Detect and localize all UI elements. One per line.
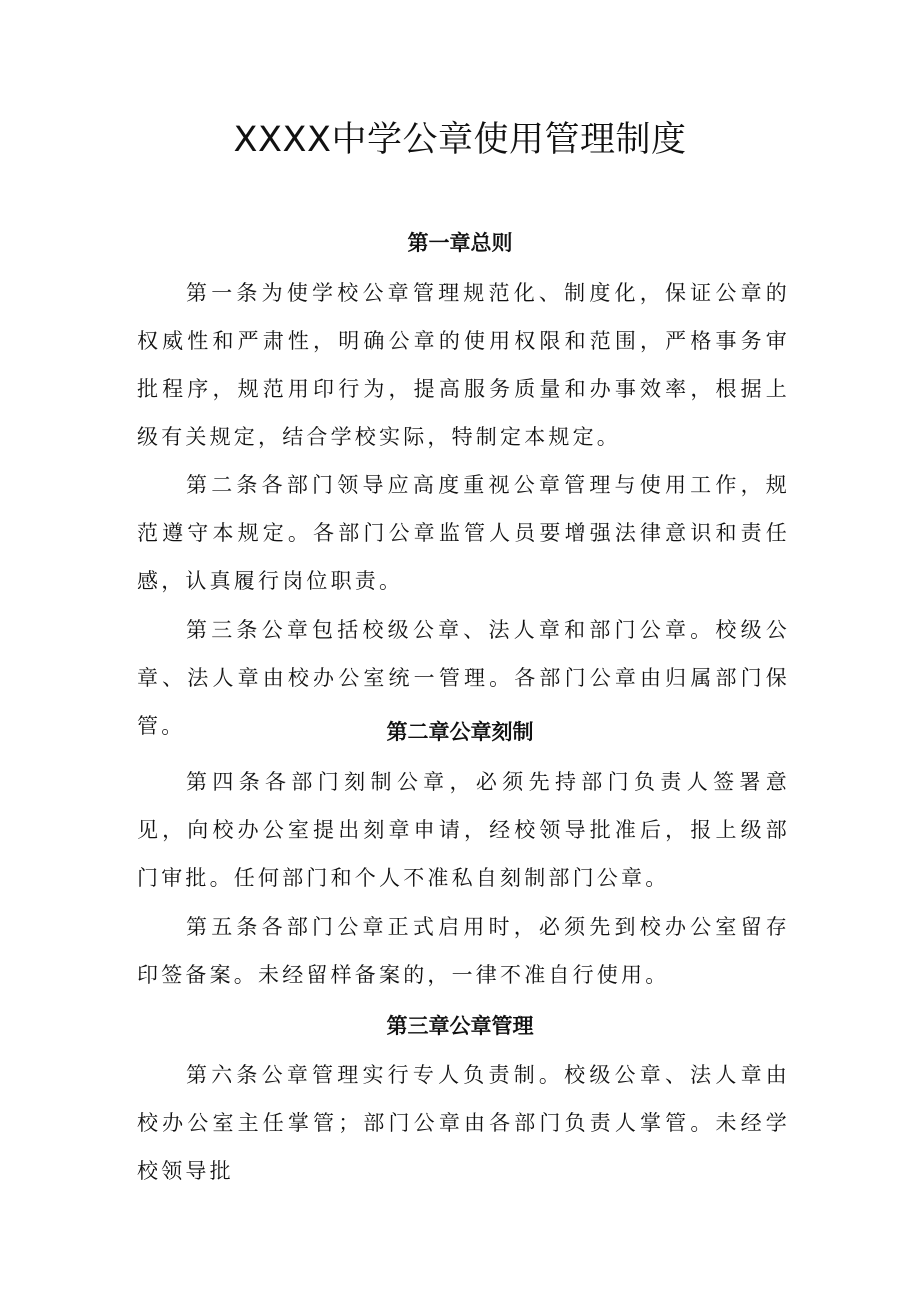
article-2: 第二条各部门领导应高度重视公章管理与使用工作，规范遵守本规定。各部门公章监管人员要增强法律意识和责任感，认真履行岗位职责。: [137, 473, 790, 593]
chapter-heading-3: 第三章公章管理: [386, 1014, 534, 1038]
article-5: 第五条各部门公章正式启用时，必须先到校办公室留存印签备案。未经留样备案的，一律不准自行使用。: [137, 915, 790, 987]
chapter-heading-2: 第二章公章刻制: [386, 720, 534, 744]
document-title: XXXX中学公章使用管理制度: [233, 120, 687, 160]
article-4: 第四条各部门刻制公章，必须先持部门负责人签署意见，向校办公室提出刻章申请，经校领导批准后，报上级部门审批。任何部门和个人不准私自刻制部门公章。: [137, 770, 790, 890]
article-3: 第三条公章包括校级公章、法人章和部门公章。校级公章、法人章由校办公室统一管理。各部门公章由归属部门保管。: [137, 618, 790, 738]
article-6: 第六条公章管理实行专人负责制。校级公章、法人章由校办公室主任掌管；部门公章由各部门负责人掌管。未经学校领导批: [137, 1063, 790, 1183]
article-1: 第一条为使学校公章管理规范化、制度化，保证公章的权威性和严肃性，明确公章的使用权限和范围，严格事务审批程序，规范用印行为，提高服务质量和办事效率，根据上级有关规定，结合学校实际，特制定本规定。: [137, 281, 790, 449]
chapter-heading-1: 第一章总则: [407, 231, 513, 255]
